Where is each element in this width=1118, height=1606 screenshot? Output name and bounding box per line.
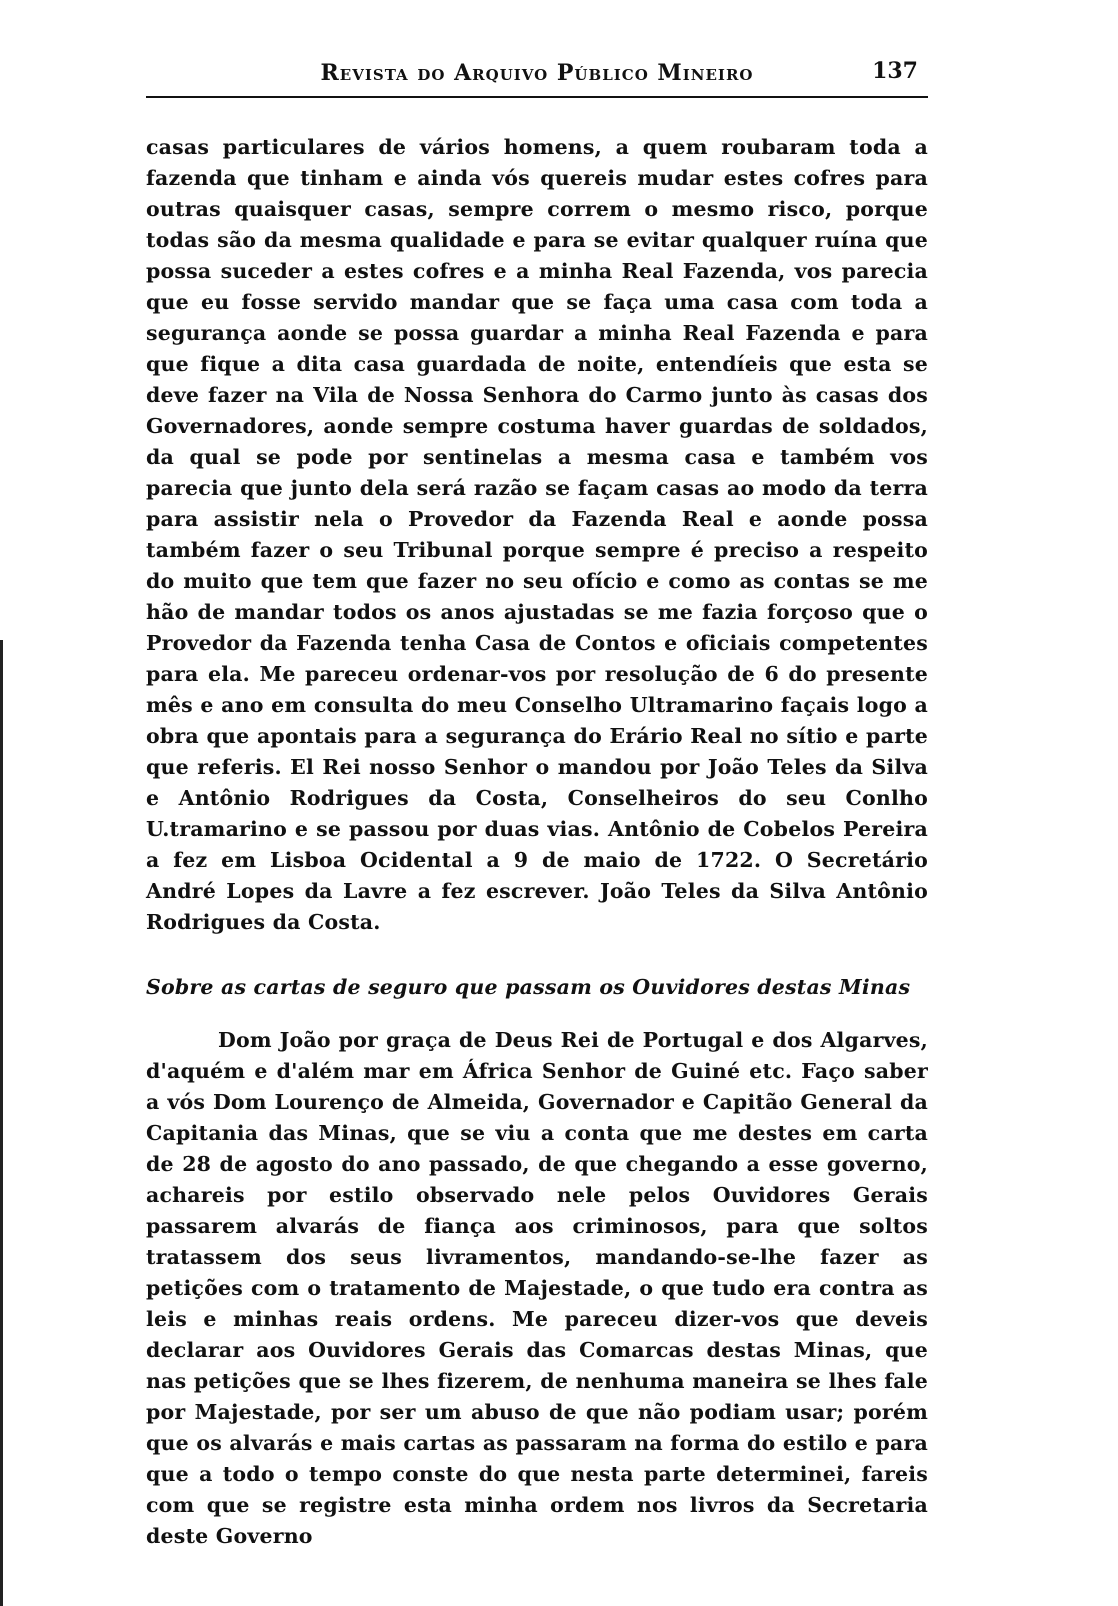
paragraph-letter: Dom João por graça de Deus Rei de Portugal e dos Algarves, d'aquém e d'além mar em África Senhor de Guiné etc. Faço saber a vós Dom Lourenço de Almeida, Governador e Capitão General da Capitania das Minas, que se viu a conta que me destes em carta de 28 de agosto do ano passado, de que chegando a esse governo, achareis por estilo observado nele pelos Ouvidores Gerais passarem alvarás de fiança aos criminosos, para que soltos tratassem dos seus livramentos, mandando-se-lhe fazer as petições com o tratamento de Majestade, o que tudo era contra as leis e minhas reais ordens. Me pareceu dizer-vos que deveis declarar aos Ouvidores Gerais das Comarcas destas Minas, que nas petições que se lhes fizerem, de nenhuma maneira se lhes fale por Majestade, por ser um abuso de que não podiam usar; porém que os alvarás e mais cartas as passaram na forma do estilo e para que a todo o tempo conste do que nesta parte determinei, fareis com que se registre esta minha ordem nos livros da Secretaria deste Governo	[146, 1028, 928, 1548]
page-number: 137	[872, 58, 918, 84]
running-head	[146, 50, 928, 98]
body-text	[146, 132, 928, 1552]
page	[146, 50, 928, 1552]
paragraph-continued: casas particulares de vários homens, a quem roubaram toda a fazenda que tinham e ainda vós quereis mudar estes cofres para outras quaisquer casas, sempre correm o mesmo risco, porque todas são da mesma qualidade e para se evitar qualquer ruína que possa suceder a estes cofres e a minha Real Fazenda, vos parecia que eu fosse servido mandar que se faça uma casa com toda a segurança aonde se possa guardar a minha Real Fazenda e para que fique a dita casa guardada de noite, entendíeis que esta se deve fazer na Vila de Nossa Senhora do Carmo junto às casas dos Governadores, aonde sempre costuma haver guardas de soldados, da qual se pode por sentinelas a mesma casa e também vos parecia que junto dela será razão se façam casas ao modo da terra para assistir nela o Provedor da Fazenda Real e aonde possa também fazer o seu Tribunal porque sempre é preciso a respeito do muito que tem que fazer no seu ofício e como as contas se me hão de mandar todos os anos ajustadas se me fazia forçoso que o Provedor da Fazenda tenha Casa de Contos e oficiais competentes para ela. Me pareceu ordenar-vos por resolução de 6 do presente mês e ano em consulta do meu Conselho Ultramarino façais logo a obra que apontais para a segurança do Erário Real no sítio e parte que referis. El Rei nosso Senhor o mandou por João Teles da Silva e Antônio Rodrigues da Costa, Conselheiros do seu Conlho U.tramarino e se passou por duas vias. Antônio de Cobelos Pereira a fez em Lisboa Ocidental a 9 de maio de 1722. O Secretário André Lopes da Lavre a fez escrever. João Teles da Silva Antônio Rodrigues da Costa.	[146, 135, 928, 934]
journal-title: Revista do Arquivo Público Mineiro	[320, 60, 754, 86]
section-heading: Sobre as cartas de seguro que passam os Ouvidores destas Minas	[146, 975, 911, 999]
scan-margin-edge	[0, 640, 3, 1606]
